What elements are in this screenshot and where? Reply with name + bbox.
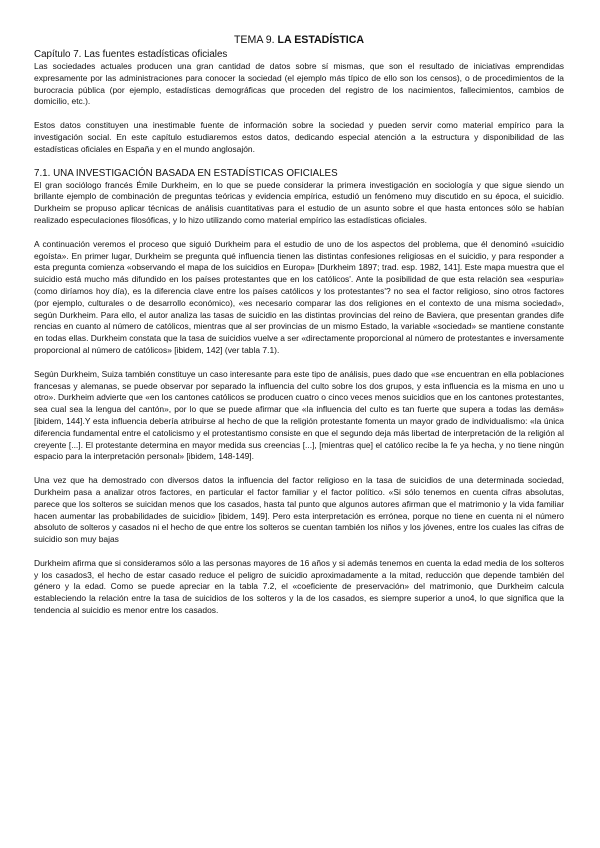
section-paragraph-3: Según Durkheim, Suiza también constituye un caso interesante para este tipo de análisis, pues dado que «se encuentran en ella poblaciones francesas y alemanas, se puede observar por separado la influencia del culto sobre los dos grupos, y esta influencia es la misma en uno u otro». Durkheim advierte que «en los cantones católicos se producen cuatro o cinco veces menos suicidios que en los cantones protestantes, sea cual sea la lengua del cantón», por lo que se puede afirmar que «la influencia del culto es tan fuerte que supera a todas las demás» [ibidem, 144].Y esta influencia debería atribuirse al hecho de que la religión protestante fomenta un mayor grado de individualismo: «la única diferencia fundamental entre el catolicismo y el protestantismo consiste en que el segundo deja más libertad de interpretación de la religión al creyente [...]. El protestante determina en mayor medida sus creencias [...], [mientras que] el católico recibe la fe ya hecha, y no tiene ningún espacio para la interpretación personal» [ibidem, 148-149].	[34, 368, 564, 462]
chapter-paragraph-1: Las sociedades actuales producen una gran cantidad de datos sobre sí mismas, que son el resultado de iniciativas emprendidas expresamente por las administraciones para conocer la sociedad (el ejemplo más típico de ello son los censos), o de procedimientos de la burocracia pública (por ejemplo, estadísticas demográficas que proceden del registro de los nacimientos, fallecimientos, cambios de domicilio, etc.).	[34, 61, 564, 107]
section-paragraph-5: Durkheim afirma que si consideramos sólo a las personas mayores de 16 años y si además tenemos en cuenta la edad media de los solteros y los casados3, el hecho de estar casado reduce el peligro de suicidio aproximadamente a la mitad, reducción que depende también del género y la edad. Como se puede apreciar en la tabla 7.2, el «coeficiente de preservación» del matrimonio, que Durkheim calcula estableciendo la relación entre la tasa de suicidios de los solteros y la de los casados, es siempre superior a uno4, lo que significa que la tendencia al suicidio es menor entre los casados.	[34, 557, 564, 616]
topic-title: LA ESTADÍSTICA	[277, 34, 365, 46]
section-paragraph-2: A continuación veremos el proceso que siguió Durkheim para el estudio de uno de los aspectos del problema, que él denominó «suicidio egoísta». En primer lugar, Durkheim se pregunta qué influencia tienen las distintas confesiones religiosas en el suicidio, y para responder a esta pregunta comienza «observando el mapa de los suicidios en Europa» [Durkheim 1897; trad. esp. 1982, 141]. Este mapa muestra que el suicidio está mucho más difundido en los países protestantes que en los católicos'. Ante la posibilidad de que esta relación sea «espuria» (como diríamos hoy día), es la diferencia clave entre los países católicos y los protestantes'? no sea el factor religioso, sino otros factores (por ejemplo, culturales o de desarrollo económico), «es necesario comparar las dos religiones en el contexto de una misma sociedad», según Durkheim. Para ello, el autor analiza las tasas de suicidio en las distintas provincias del reino de Baviera, que presentan grandes dife rencias en cuanto al número de católicos, mientras que al ser provincias de un mismo Estado, la variable «sociedad» se mantiene constante en todas ellas. Durkheim constata que la tasa de suicidios vuelve a ser «directamente proporcional al número de protestantes e inversamente proporcional al número de católicos» [ibidem, 142] (ver tabla 7.1).	[34, 238, 564, 355]
section-heading: 7.1. UNA INVESTIGACIÓN BASADA EN ESTADÍSTICAS OFICIALES	[34, 167, 338, 179]
chapter-paragraph-2: Estos datos constituyen una inestimable fuente de información sobre la sociedad y pueden servir como material empírico para la investigación social. En este capítulo estudiaremos estos datos, dedicando especial atención a la estructura y disponibilidad de las estadísticas oficiales en España y en el mundo anglosajón.	[34, 120, 564, 154]
topic-number: TEMA 9.	[233, 34, 275, 46]
chapter-heading: Capítulo 7. Las fuentes estadísticas oficiales	[34, 49, 228, 60]
page-title	[34, 34, 564, 47]
section-paragraph-4: Una vez que ha demostrado con diversos datos la influencia del factor religioso en la tasa de suicidios de una determinada sociedad, Durkheim pasa a analizar otros factores, en particular el factor familiar y el factor político. «Si sólo tenemos en cuenta cifras absolutas, parece que los solteros se suicidan menos que los casados, hasta tal punto que algunos autores afirman que el matrimonio y la vida familiar hacen aumentar las probabilidades de suicidio» [ibidem, 149]. Pero esta interpretación es errónea, porque no tiene en cuenta ni el número absoluto de solteros y casados ni el hecho de que entre los solteros se cuentan también los niños y los jóvenes, entre los cuales las cifras de suicidio son muy bajas	[34, 475, 564, 545]
section-paragraph-1: El gran sociólogo francés Émile Durkheim, en lo que se puede considerar la primera investigación en sociología y que sigue siendo un brillante ejemplo de combinación de preguntas teóricas y evidencia empírica, estudió un fenómeno muy discutido en su época, el suicidio. Durkheim se propuso aplicar técnicas de análisis cuantitativas para el estudio de un asunto sobre el que hasta entonces sólo se habían realizado especulaciones filosóficas, y lo hizo utilizando como material empírico las estadísticas oficiales.	[34, 179, 564, 225]
